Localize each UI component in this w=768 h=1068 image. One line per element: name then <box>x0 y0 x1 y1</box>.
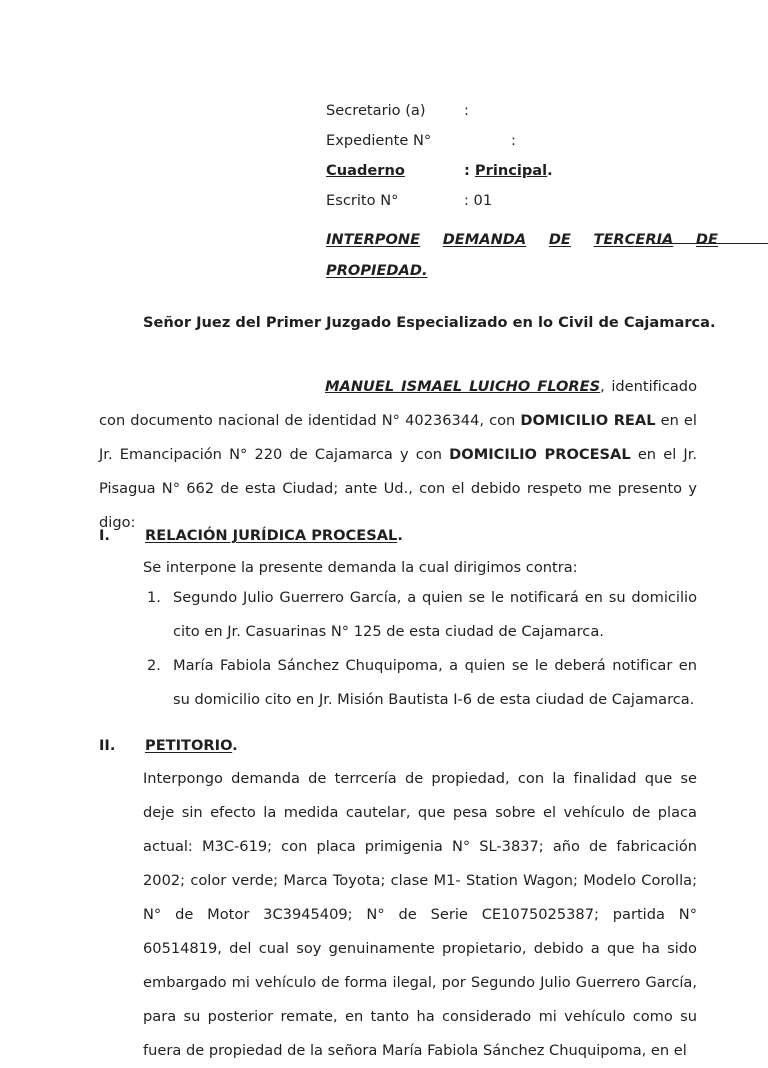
list-item <box>147 581 697 649</box>
defendants-list <box>147 581 697 717</box>
caption-cuaderno-period: . <box>547 162 553 179</box>
title-word-propiedad: PROPIEDAD <box>326 262 422 279</box>
section-numeral-1: I. <box>99 527 110 544</box>
section-title-2: PETITORIO <box>145 737 233 754</box>
caption-label-escrito: Escrito N° <box>326 192 399 209</box>
caption-value-expediente: : <box>511 132 516 149</box>
section-title-2-period: . <box>232 737 238 754</box>
section-heading-2 <box>99 733 697 759</box>
caption-block <box>326 96 718 216</box>
caption-value-secretario: : <box>464 102 469 119</box>
caption-label-secretario: Secretario (a) <box>326 102 426 119</box>
caption-value-escrito: : 01 <box>464 192 493 209</box>
intro-text-part-1: , identificado con documento nacional de identidad N° 40236344, con <box>99 378 698 429</box>
section-1-lead: Se interpone la presente demanda la cual dirigimos contra: <box>143 559 578 576</box>
caption-colon-cuaderno: : <box>464 162 475 179</box>
title-word-interpone: INTERPONE <box>326 231 421 248</box>
list-item-text: María Fabiola Sánchez Chuquipoma, a quien se le deberá notificar en su domicilio cito en Jr. Misión Bautista I-6 de esta ciudad de Cajamarca. <box>173 657 697 708</box>
caption-row-secretario <box>326 96 718 126</box>
domicilio-real-label: DOMICILIO REAL <box>520 412 656 429</box>
document-title-line-1 <box>326 224 718 255</box>
section-title-1: RELACIÓN JURÍDICA PROCESAL <box>145 527 398 544</box>
intro-text-part-2: en el Jr. Emancipación N° 220 de Cajamarca y con <box>99 412 697 463</box>
document-title-line-2 <box>326 255 718 286</box>
title-period: . <box>421 262 428 279</box>
list-item-number: 1. <box>147 589 161 606</box>
title-word-demanda: DEMANDA <box>442 231 527 248</box>
title-word-de-1: DE <box>548 231 571 248</box>
list-item-text: Segundo Julio Guerrero García, a quien se le notificará en su domicilio cito en Jr. Casuarinas N° 125 de esta ciudad de Cajamarca. <box>173 589 697 640</box>
salutation-line: Señor Juez del Primer Juzgado Especializado en lo Civil de Cajamarca. <box>143 314 716 331</box>
section-numeral-2: II. <box>99 737 116 754</box>
title-word-de-2: DE <box>695 231 718 248</box>
list-item-number: 2. <box>147 657 161 674</box>
section-title-1-period: . <box>397 527 403 544</box>
title-word-terceria: TERCERIA <box>593 231 674 248</box>
intro-paragraph <box>99 370 697 540</box>
domicilio-procesal-label: DOMICILIO PROCESAL <box>449 446 631 463</box>
caption-row-expediente <box>326 126 718 156</box>
petitioner-name: MANUEL ISMAEL LUICHO FLORES <box>325 378 601 395</box>
caption-row-cuaderno <box>326 156 718 186</box>
intro-text-part-3: en el Jr. Pisagua N° 662 de esta Ciudad; ante Ud., con el debido respeto me presento y digo: <box>99 446 698 531</box>
list-item <box>147 649 697 717</box>
document-title <box>326 224 718 286</box>
caption-cuaderno-principal: Principal <box>474 162 548 179</box>
section-heading-1 <box>99 523 697 549</box>
caption-label-cuaderno: Cuaderno <box>326 162 405 179</box>
caption-value-cuaderno <box>464 156 553 186</box>
caption-label-expediente: Expediente N° <box>326 132 432 149</box>
petitorio-paragraph: Interpongo demanda de terrcería de propiedad, con la finalidad que se deje sin efecto la medida cautelar, que pesa sobre el vehículo de placa actual: M3C-619; con placa primigenia N° SL-3837; año de fabricación 2002; color verde; Marca Toyota; clase M1- Station Wagon; Modelo Corolla; N° de Motor 3C3945409; N° de Serie CE1075025387; partida N° 60514819, del cual soy genuinamente propietario, debido a que ha sido embargado mi vehículo de forma ilegal, por Segundo Julio Guerrero García, para su posterior remate, en tanto ha considerado mi vehículo como su fuera de propiedad de la señora María Fabiola Sánchez Chuquipoma, en el <box>143 770 697 1059</box>
caption-row-escrito <box>326 186 718 216</box>
